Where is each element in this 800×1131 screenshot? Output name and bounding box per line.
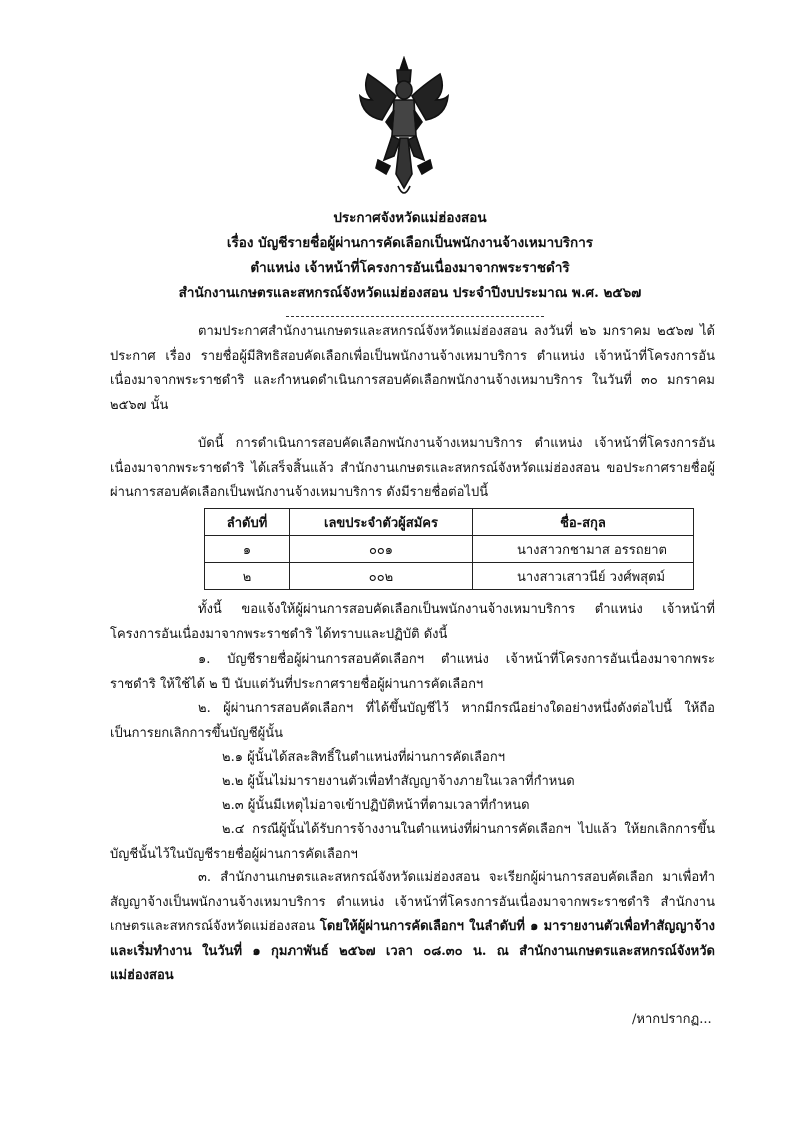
paragraph-reference: ตามประกาศสำนักงานเกษตรและสหกรณ์จังหวัดแม่ฮ่องสอน ลงวันที่ ๒๖ มกราคม ๒๕๖๗ ได้ประกาศ เรื่อง รายชื่อผู้มีสิทธิสอบคัดเลือกเพื่อเป็นพนักงานจ้างเหมาบริการ ตำแหน่ง เจ้าหน้าที่โครงการอันเนื่องมาจากพระราชดำริ และกำหนดดำเนินการสอบคัดเลือกพนักงานจ้างเหมาบริการ ในวันที่ ๓๐ มกราคม ๒๕๖๗ นั้น: [110, 324, 715, 413]
table-header-row: [205, 509, 694, 536]
table-row: [205, 563, 694, 590]
cell-order: ๒: [205, 563, 290, 590]
table-row: [205, 536, 694, 563]
announcement-subject: เรื่อง บัญชีรายชื่อผู้ผ่านการคัดเลือกเป็นพนักงานจ้างเหมาบริการ: [226, 235, 594, 251]
column-header-applicant-id: เลขประจำตัวผู้สมัคร: [290, 509, 473, 536]
cell-applicant-id: ๐๐๒: [290, 563, 473, 590]
item-2-2: ๒.๒ ผู้นั้นไม่มารายงานตัวเพื่อทำสัญญาจ้างภายในเวลาที่กำหนด: [222, 774, 575, 789]
paragraph-announcement: บัดนี้ การดำเนินการสอบคัดเลือกพนักงานจ้างเหมาบริการ ตำแหน่ง เจ้าหน้าที่โครงการอันเนื่องมาจากพระราชดำริ ได้เสร็จสิ้นแล้ว สำนักงานเกษตรและสหกรณ์จังหวัดแม่ฮ่องสอน ขอประกาศรายชื่อผู้ผ่านการสอบคัดเลือกเป็นพนักงานจ้างเหมาบริการ ดังมีรายชื่อต่อไปนี้: [110, 436, 715, 500]
paragraph-instructions: ทั้งนี้ ขอแจ้งให้ผู้ผ่านการสอบคัดเลือกเป็นพนักงานจ้างเหมาบริการ ตำแหน่ง เจ้าหน้าที่โครงการอันเนื่องมาจากพระราชดำริ ได้ทราบและปฏิบัติ ดังนี้: [110, 602, 715, 642]
announcement-title: ประกาศจังหวัดแม่ฮ่องสอน: [333, 210, 487, 226]
item-2-1: ๒.๑ ผู้นั้นได้สละสิทธิ์ในตำแหน่งที่ผ่านการคัดเลือกฯ: [222, 750, 505, 765]
announcement-heading: [100, 206, 720, 306]
cell-order: ๑: [205, 536, 290, 563]
column-header-name: ชื่อ-สกุล: [473, 509, 694, 536]
cell-applicant-id: ๐๐๑: [290, 536, 473, 563]
continued-marker: /หากปรากฏ...: [632, 1012, 712, 1027]
heading-divider: [286, 316, 544, 317]
item-3: [110, 866, 715, 989]
passed-candidates-table: [204, 508, 694, 590]
item-2: ๒. ผู้ผ่านการสอบคัดเลือกฯ ที่ได้ขึ้นบัญชีไว้ หากมีกรณีอย่างใดอย่างหนึ่งดังต่อไปนี้ ให้ถือเป็นการยกเลิกการขึ้นบัญชีผู้นั้น: [110, 701, 715, 741]
garuda-emblem: [356, 56, 452, 201]
announcement-position: ตำแหน่ง เจ้าหน้าที่โครงการอันเนื่องมาจากพระราชดำริ: [250, 260, 570, 276]
item-1: ๑. บัญชีรายชื่อผู้ผ่านการสอบคัดเลือกฯ ตำแหน่ง เจ้าหน้าที่โครงการอันเนื่องมาจากพระราชดำริ ให้ใช้ได้ ๒ ปี นับแต่วันที่ประกาศรายชื่อผู้ผ่านการคัดเลือกฯ: [110, 652, 715, 692]
column-header-order: ลำดับที่: [205, 509, 290, 536]
cell-name: นางสาวเสาวนีย์ วงศ์พสุตม์: [473, 563, 694, 590]
cell-name: นางสาวกชามาส อรรถยาต: [473, 536, 694, 563]
item-3-emphasis: โดยให้ผู้ผ่านการคัดเลือกฯ ในลำดับที่ ๑ มารายงานตัวเพื่อทำสัญญาจ้างและเริ่มทำงาน ในวันที่ ๑ กุมภาพันธ์ ๒๕๖๗ เวลา ๐๘.๓๐ น. ณ สำนักงานเกษตรและสหกรณ์จังหวัดแม่ฮ่องสอน: [110, 919, 715, 983]
item-3-text: ๓. สำนักงานเกษตรและสหกรณ์จังหวัดแม่ฮ่องสอน จะเรียกผู้ผ่านการสอบคัดเลือก มาเพื่อทำสัญญาจ้างเป็นพนักงานจ้างเหมาบริการ ตำแหน่ง เจ้าหน้าที่โครงการอันเนื่องมาจากพระราชดำริ สำนักงานเกษตรและสหกรณ์จังหวัดแม่ฮ่องสอน: [110, 870, 715, 934]
item-2-4: ๒.๔ กรณีผู้นั้นได้รับการจ้างงานในตำแหน่งที่ผ่านการคัดเลือกฯ ไปแล้ว ให้ยกเลิกการขึ้นบัญชีนั้นไว้ในบัญชีรายชื่อผู้ผ่านการคัดเลือกฯ: [110, 822, 715, 862]
item-2-3: ๒.๓ ผู้นั้นมีเหตุไม่อาจเข้าปฏิบัติหน้าที่ตามเวลาที่กำหนด: [222, 798, 530, 813]
announcement-office: สำนักงานเกษตรและสหกรณ์จังหวัดแม่ฮ่องสอน ประจำปีงบประมาณ พ.ศ. ๒๕๖๗: [178, 285, 642, 301]
